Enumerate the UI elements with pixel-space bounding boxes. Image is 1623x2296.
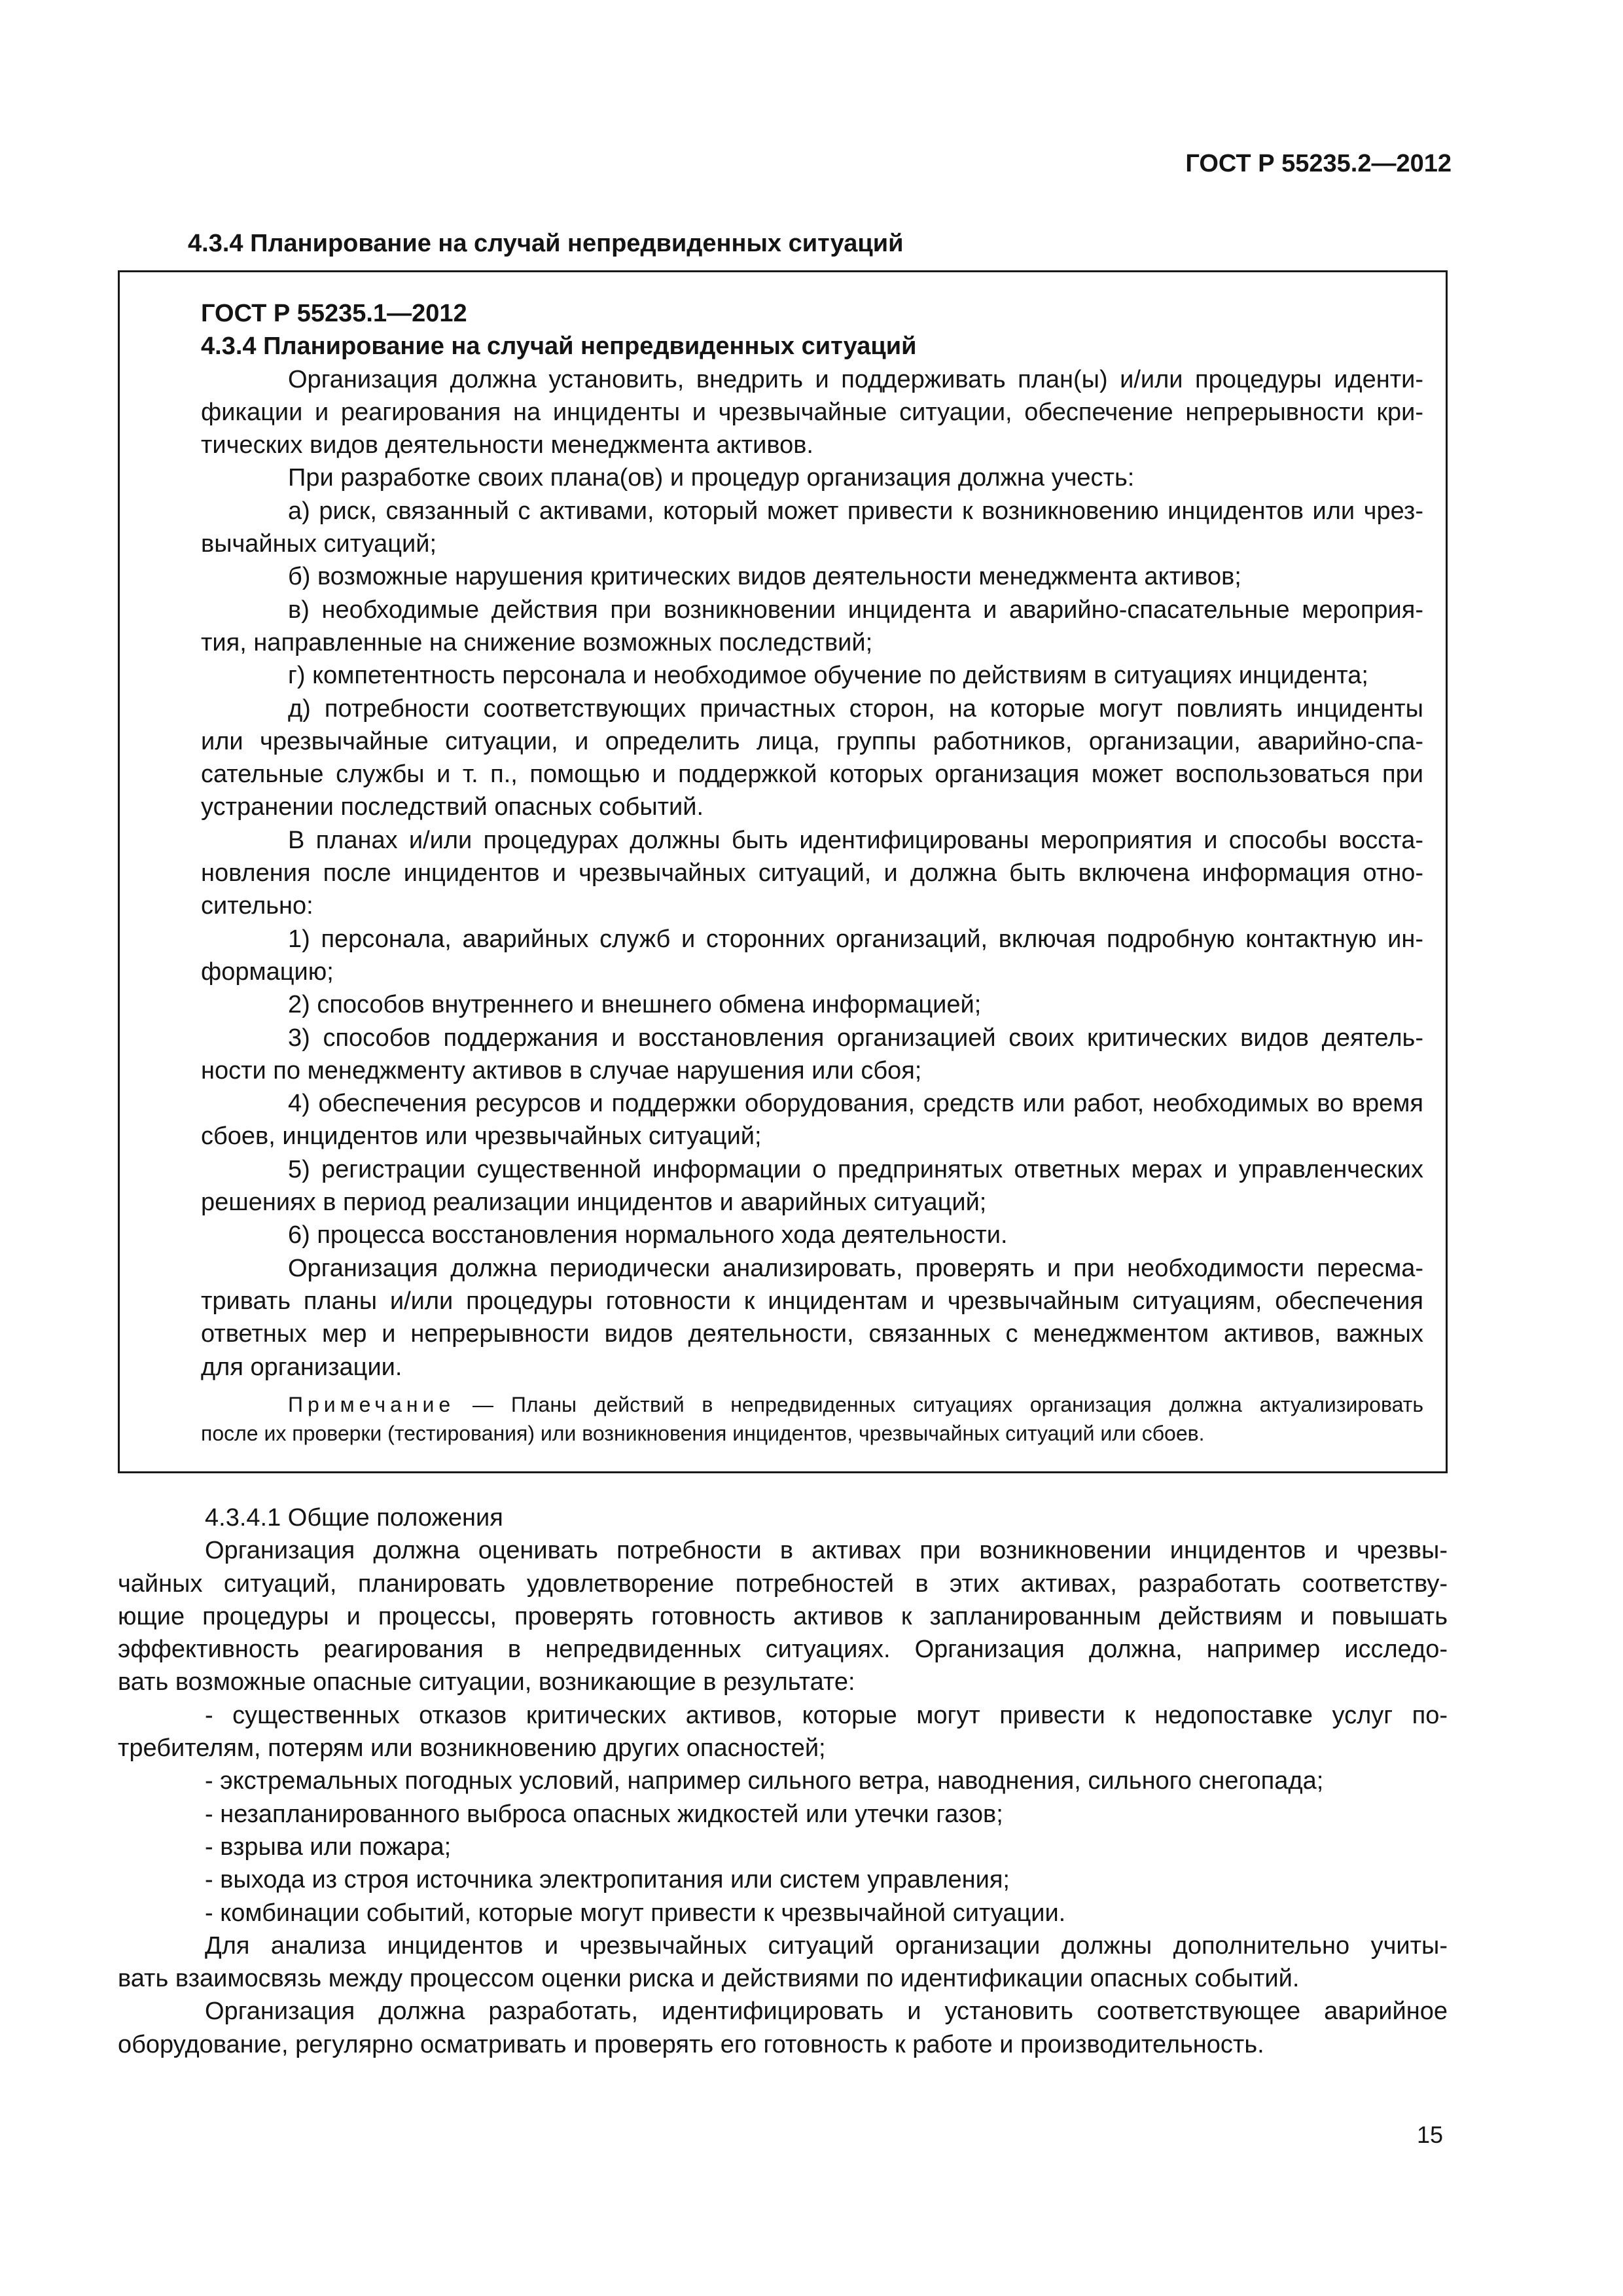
document-code-header: ГОСТ Р 55235.2—2012 — [1185, 150, 1452, 177]
section-heading: 4.3.4 Планирование на случай непредвиденных ситуаций — [188, 230, 904, 257]
list-item-line: формацию; — [201, 958, 334, 986]
list-item-line: 3) способов поддержания и восстановления организацией своих критических видов деятель- — [288, 1024, 1423, 1052]
quoted-standard-text — [201, 297, 1423, 1448]
list-item-line: - существенных отказов критических активов, которые могут привести к недопоставке услуг по- — [205, 1701, 1448, 1729]
paragraph-line: вать возможные опасные ситуации, возникающие в результате: — [118, 1668, 855, 1696]
paragraph-line: При разработке своих плана(ов) и процедур организация должна учесть: — [288, 464, 1135, 492]
paragraph-line: эффективность реагирования в непредвиденных ситуациях. Организация должна, например исследо- — [118, 1636, 1448, 1664]
paragraph-line: Организация должна оценивать потребности в активах при возникновении инцидентов и чрезвы- — [205, 1537, 1448, 1565]
note-label: Примечание — [288, 1392, 455, 1416]
quoted-standard-code: ГОСТ Р 55235.1—2012 — [201, 300, 467, 327]
paragraph-line: сительно: — [201, 892, 313, 920]
list-item-line: - незапланированного выброса опасных жидкостей или утечки газов; — [205, 1800, 1003, 1828]
section-body — [118, 1501, 1448, 2061]
paragraph-line: тривать планы и/или процедуры готовности к инцидентам и чрезвычайным ситуациям, обеспечения — [201, 1287, 1423, 1315]
paragraph-line: оборудование, регулярно осматривать и проверять его готовность к работе и производительность. — [118, 2030, 1264, 2058]
note-line: после их проверки (тестирования) или возникновения инцидентов, чрезвычайных ситуаций или сбоев. — [201, 1421, 1205, 1445]
paragraph-line: Организация должна установить, внедрить и поддерживать план(ы) и/или процедуры иденти- — [288, 365, 1423, 393]
list-item-line: 4) обеспечения ресурсов и поддержки оборудования, средств или работ, необходимых во время — [288, 1090, 1423, 1118]
list-item-line: - взрыва или пожара; — [205, 1833, 452, 1861]
list-item-line: сбоев, инцидентов или чрезвычайных ситуаций; — [201, 1122, 762, 1151]
list-item-line: - выхода из строя источника электропитания или систем управления; — [205, 1866, 1010, 1894]
list-item-line: или чрезвычайные ситуации, и определить лица, группы работников, организации, аварийно-спа- — [201, 727, 1423, 755]
paragraph-line: В планах и/или процедурах должны быть идентифицированы мероприятия и способы восста- — [288, 826, 1423, 854]
list-item-line: а) риск, связанный с активами, который может привести к возникновению инцидентов или чрез- — [288, 497, 1423, 525]
list-item-line: решениях в период реализации инцидентов и аварийных ситуаций; — [201, 1189, 987, 1217]
list-item-line: вычайных ситуаций; — [201, 530, 437, 558]
list-item-line: 1) персонала, аварийных служб и сторонних организаций, включая подробную контактную ин- — [288, 925, 1423, 953]
paragraph-line: фикации и реагирования на инциденты и чрезвычайные ситуации, обеспечение непрерывности кри- — [201, 398, 1423, 426]
list-item-line: 2) способов внутреннего и внешнего обмена информацией; — [288, 991, 982, 1019]
note-line — [201, 1390, 1423, 1419]
list-item-line: 6) процесса восстановления нормального хода деятельности. — [288, 1221, 1008, 1249]
paragraph-line: Организация должна разработать, идентифицировать и установить соответствующее аварийное — [205, 1998, 1448, 2026]
paragraph-line: Для анализа инцидентов и чрезвычайных ситуаций организации должны дополнительно учиты- — [205, 1931, 1448, 1960]
paragraph-line: вать взаимосвязь между процессом оценки риска и действиями по идентификации опасных событий. — [118, 1965, 1300, 1993]
list-item-line: ности по менеджменту активов в случае нарушения или сбоя; — [201, 1056, 922, 1085]
list-item-line: устранении последствий опасных событий. — [201, 793, 704, 821]
list-item-line: 5) регистрации существенной информации о предпринятых ответных мерах и управленческих — [288, 1155, 1423, 1183]
quoted-standard-title: 4.3.4 Планирование на случай непредвиденных ситуаций — [201, 332, 917, 361]
list-item-line: сательные службы и т. п., помощью и поддержкой которых организация может воспользоваться при — [201, 761, 1423, 789]
subsection-heading: 4.3.4.1 Общие положения — [205, 1504, 503, 1532]
list-item-line: - комбинации событий, которые могут привести к чрезвычайной ситуации. — [205, 1899, 1066, 1927]
paragraph-line: чайных ситуаций, планировать удовлетворение потребностей в этих активах, разработать соответству- — [118, 1570, 1448, 1598]
page-number: 15 — [1416, 2121, 1443, 2148]
list-item-line: - экстремальных погодных условий, например сильного ветра, наводнения, сильного снегопада; — [205, 1767, 1324, 1795]
paragraph-line: ответных мер и непрерывности видов деятельности, связанных с менеджментом активов, важных — [201, 1320, 1423, 1348]
list-item-line: тия, направленные на снижение возможных последствий; — [201, 628, 873, 656]
paragraph-line: тических видов деятельности менеджмента активов. — [201, 431, 813, 459]
list-item-line: б) возможные нарушения критических видов деятельности менеджмента активов; — [288, 563, 1241, 591]
paragraph-line: для организации. — [201, 1353, 402, 1381]
note-text: — Планы действий в непредвиденных ситуациях организация должна актуализировать — [455, 1392, 1423, 1416]
paragraph-line: новления после инцидентов и чрезвычайных ситуаций, и должна быть включена информация отно- — [201, 859, 1423, 888]
quoted-standard-box — [118, 270, 1448, 1473]
list-item-line: г) компетентность персонала и необходимое обучение по действиям в ситуациях инцидента; — [288, 662, 1368, 690]
paragraph-line: Организация должна периодически анализировать, проверять и при необходимости пересма- — [288, 1254, 1423, 1282]
list-item-line: в) необходимые действия при возникновении инцидента и аварийно-спасательные мероприя- — [288, 596, 1423, 624]
list-item-line: д) потребности соответствующих причастных сторон, на которые могут повлиять инциденты — [288, 694, 1423, 723]
paragraph-line: ющие процедуры и процессы, проверять готовность активов к запланированным действиям и повышать — [118, 1602, 1448, 1630]
list-item-line: требителям, потерям или возникновению других опасностей; — [118, 1734, 826, 1763]
